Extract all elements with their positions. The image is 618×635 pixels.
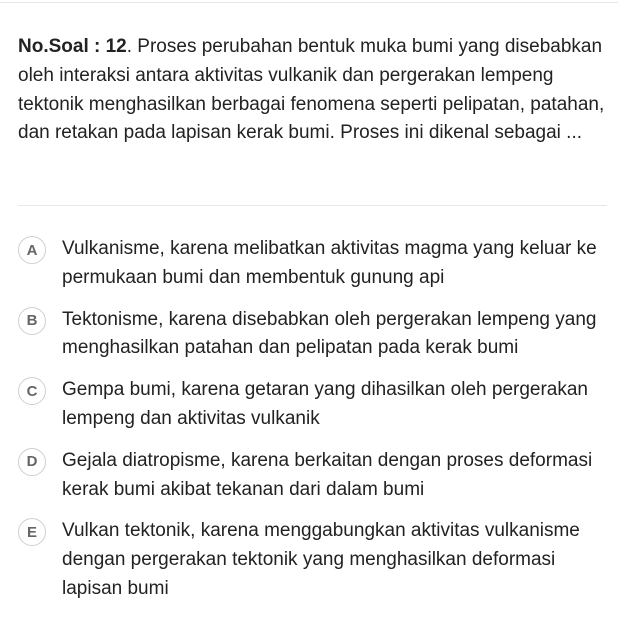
option-b-letter[interactable]: B: [18, 307, 46, 335]
option-d[interactable]: [18, 447, 608, 505]
option-a[interactable]: [18, 235, 608, 293]
option-d-letter[interactable]: D: [18, 448, 46, 476]
option-d-text[interactable]: Gejala diatropisme, karena berkaitan dengan proses deformasi kerak bumi akibat tekanan dari dalam bumi: [62, 449, 593, 500]
option-c-text[interactable]: Gempa bumi, karena getaran yang dihasilkan oleh pergerakan lempeng dan aktivitas vulkanik: [62, 379, 588, 429]
option-e-text[interactable]: Vulkan tektonik, karena menggabungkan aktivitas vulkanisme dengan pergerakan tektonik yang menghasilkan deformasi lapisan bumi: [62, 520, 580, 599]
option-a-text[interactable]: Vulkanisme, karena melibatkan aktivitas magma yang keluar ke permukaan bumi dan membentuk gunung api: [62, 238, 597, 288]
top-divider: [0, 2, 618, 3]
option-b-text[interactable]: Tektonisme, karena disebabkan oleh pergerakan lempeng yang menghasilkan patahan dan pelipatan pada kerak bumi: [62, 308, 597, 359]
option-e[interactable]: [18, 517, 608, 603]
option-b[interactable]: [18, 306, 608, 364]
option-e-letter[interactable]: E: [18, 518, 46, 546]
question-text: [18, 33, 608, 148]
option-a-letter[interactable]: A: [18, 236, 46, 264]
option-c[interactable]: [18, 376, 608, 434]
option-c-letter[interactable]: C: [18, 377, 46, 405]
question-body: . Proses perubahan bentuk muka bumi yang disebabkan oleh interaksi antara aktivitas vulkanik dan pergerakan lempeng tektonik menghasilkan berbagai fenomena seperti pelipatan, patahan, dan retakan pada lapisan kerak bumi. Proses ini dikenal sebagai ...: [18, 36, 605, 144]
answer-options: [18, 235, 608, 617]
question-divider: [18, 205, 607, 206]
question-number: No.Soal : 12: [18, 36, 127, 57]
